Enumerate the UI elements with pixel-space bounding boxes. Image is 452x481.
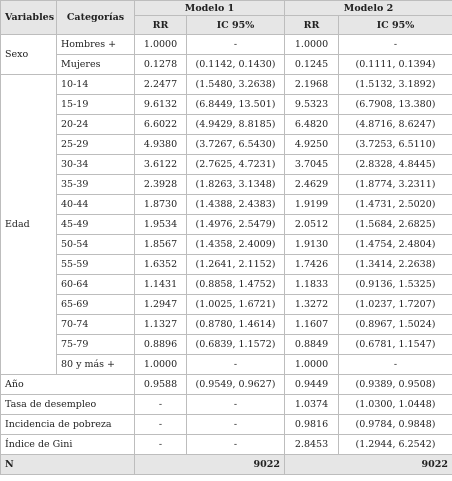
ic2-cell: (6.7908, 13.380) (339, 95, 452, 115)
rr1-cell: 1.8730 (135, 195, 187, 215)
variable-tasa-desempleo: Tasa de desempleo (1, 395, 135, 415)
variable-sexo: Sexo (1, 35, 57, 75)
rr2-cell: 1.0374 (285, 395, 339, 415)
rr2-cell: 1.9130 (285, 235, 339, 255)
table-row (1, 215, 452, 235)
ic2-cell: (0.1111, 0.1394) (339, 55, 452, 75)
rr2-cell: 0.9449 (285, 375, 339, 395)
table-row (1, 35, 452, 55)
table-row (1, 255, 452, 275)
ic1-cell: (1.4358, 2.4009) (187, 235, 285, 255)
ic2-cell: (1.5684, 2.6825) (339, 215, 452, 235)
rr1-cell: 1.9534 (135, 215, 187, 235)
ic2-cell: - (339, 355, 452, 375)
rr1-cell: 0.1278 (135, 55, 187, 75)
table-row (1, 275, 452, 295)
rr2-cell: 9.5323 (285, 95, 339, 115)
ic2-cell: (1.4754, 2.4804) (339, 235, 452, 255)
ic1-cell: (1.8263, 3.1348) (187, 175, 285, 195)
variable-edad: Edad (1, 75, 57, 375)
category-cell: 40-44 (57, 195, 135, 215)
ic2-cell: - (339, 35, 452, 55)
rr2-cell: 1.3272 (285, 295, 339, 315)
rr1-cell: 1.8567 (135, 235, 187, 255)
rr1-cell: 2.3928 (135, 175, 187, 195)
header-rr-2: RR (285, 16, 339, 35)
ic1-cell: (1.5480, 3.2638) (187, 75, 285, 95)
header-modelo-2: Modelo 2 (285, 1, 452, 16)
ic2-cell: (1.4731, 2.5020) (339, 195, 452, 215)
rr1-cell: 2.2477 (135, 75, 187, 95)
header-ic-1: IC 95% (187, 16, 285, 35)
ic2-cell: (0.9389, 0.9508) (339, 375, 452, 395)
category-cell: 60-64 (57, 275, 135, 295)
ic1-cell: (0.6839, 1.1572) (187, 335, 285, 355)
rr1-cell: - (135, 435, 187, 455)
n-modelo-1: 9022 (135, 455, 285, 475)
table-row (1, 315, 452, 335)
ic1-cell: (0.1142, 0.1430) (187, 55, 285, 75)
category-cell: 20-24 (57, 115, 135, 135)
rr2-cell: 1.7426 (285, 255, 339, 275)
table-row (1, 395, 452, 415)
rr1-cell: 1.1327 (135, 315, 187, 335)
header-ic-2: IC 95% (339, 16, 452, 35)
ic2-cell: (1.3414, 2.2638) (339, 255, 452, 275)
header-modelo-1: Modelo 1 (135, 1, 285, 16)
ic2-cell: (1.5132, 3.1892) (339, 75, 452, 95)
rr1-cell: 1.1431 (135, 275, 187, 295)
ic1-cell: - (187, 35, 285, 55)
ic1-cell: (0.8858, 1.4752) (187, 275, 285, 295)
category-cell: 50-54 (57, 235, 135, 255)
rr1-cell: 1.6352 (135, 255, 187, 275)
table-row (1, 195, 452, 215)
ic1-cell: (1.0025, 1.6721) (187, 295, 285, 315)
category-cell: Hombres + (57, 35, 135, 55)
category-cell: 15-19 (57, 95, 135, 115)
category-cell: 10-14 (57, 75, 135, 95)
n-label: N (1, 455, 135, 475)
n-row (1, 455, 452, 475)
ic1-cell: - (187, 395, 285, 415)
category-cell: 65-69 (57, 295, 135, 315)
n-modelo-2: 9022 (285, 455, 452, 475)
rr2-cell: 2.4629 (285, 175, 339, 195)
ic2-cell: (0.8967, 1.5024) (339, 315, 452, 335)
ic2-cell: (2.8328, 4.8445) (339, 155, 452, 175)
header-variables: Variables (1, 1, 57, 35)
header-categorias: Categorías (57, 1, 135, 35)
rr1-cell: 0.8896 (135, 335, 187, 355)
ic2-cell: (4.8716, 8.6247) (339, 115, 452, 135)
rr2-cell: 1.9199 (285, 195, 339, 215)
ic1-cell: (0.8780, 1.4614) (187, 315, 285, 335)
ic1-cell: (4.9429, 8.8185) (187, 115, 285, 135)
rr2-cell: 0.1245 (285, 55, 339, 75)
table-row (1, 355, 452, 375)
rr2-cell: 1.1607 (285, 315, 339, 335)
table-row (1, 415, 452, 435)
ic1-cell: (2.7625, 4.7231) (187, 155, 285, 175)
table-row (1, 95, 452, 115)
rr1-cell: 9.6132 (135, 95, 187, 115)
rr1-cell: 1.0000 (135, 355, 187, 375)
rr2-cell: 6.4820 (285, 115, 339, 135)
table-row (1, 295, 452, 315)
category-cell: 30-34 (57, 155, 135, 175)
variable-ano: Año (1, 375, 135, 395)
ic1-cell: (0.9549, 0.9627) (187, 375, 285, 395)
ic1-cell: - (187, 435, 285, 455)
rr2-cell: 2.0512 (285, 215, 339, 235)
rr1-cell: 4.9380 (135, 135, 187, 155)
ic1-cell: (1.2641, 2.1152) (187, 255, 285, 275)
ic1-cell: (1.4976, 2.5479) (187, 215, 285, 235)
variable-incidencia-pobreza: Incidencia de pobreza (1, 415, 135, 435)
category-cell: 70-74 (57, 315, 135, 335)
table-row (1, 175, 452, 195)
category-cell: 45-49 (57, 215, 135, 235)
ic2-cell: (0.6781, 1.1547) (339, 335, 452, 355)
ic2-cell: (0.9784, 0.9848) (339, 415, 452, 435)
rr2-cell: 1.0000 (285, 355, 339, 375)
ic1-cell: (3.7267, 6.5430) (187, 135, 285, 155)
rr1-cell: 6.6022 (135, 115, 187, 135)
rr2-cell: 2.8453 (285, 435, 339, 455)
table-row (1, 115, 452, 135)
ic1-cell: (1.4388, 2.4383) (187, 195, 285, 215)
category-cell: 55-59 (57, 255, 135, 275)
table-row (1, 435, 452, 455)
table-row (1, 335, 452, 355)
category-cell: Mujeres (57, 55, 135, 75)
ic2-cell: (1.2944, 6.2542) (339, 435, 452, 455)
ic1-cell: (6.8449, 13.501) (187, 95, 285, 115)
table-row (1, 55, 452, 75)
rr2-cell: 1.1833 (285, 275, 339, 295)
ic1-cell: - (187, 415, 285, 435)
ic2-cell: (0.9136, 1.5325) (339, 275, 452, 295)
header-row-1 (1, 1, 452, 16)
rr2-cell: 0.8849 (285, 335, 339, 355)
ic2-cell: (1.8774, 3.2311) (339, 175, 452, 195)
ic1-cell: - (187, 355, 285, 375)
table-row (1, 75, 452, 95)
variable-indice-gini: Índice de Gini (1, 435, 135, 455)
rr1-cell: 0.9588 (135, 375, 187, 395)
category-cell: 80 y más + (57, 355, 135, 375)
table-row (1, 235, 452, 255)
header-rr-1: RR (135, 16, 187, 35)
category-cell: 25-29 (57, 135, 135, 155)
table-row (1, 375, 452, 395)
rr1-cell: 3.6122 (135, 155, 187, 175)
rr2-cell: 4.9250 (285, 135, 339, 155)
rr2-cell: 1.0000 (285, 35, 339, 55)
rr2-cell: 0.9816 (285, 415, 339, 435)
category-cell: 75-79 (57, 335, 135, 355)
rr2-cell: 2.1968 (285, 75, 339, 95)
rr1-cell: - (135, 415, 187, 435)
rr1-cell: 1.0000 (135, 35, 187, 55)
table-row (1, 135, 452, 155)
rr1-cell: - (135, 395, 187, 415)
ic2-cell: (1.0237, 1.7207) (339, 295, 452, 315)
ic2-cell: (3.7253, 6.5110) (339, 135, 452, 155)
category-cell: 35-39 (57, 175, 135, 195)
rr1-cell: 1.2947 (135, 295, 187, 315)
ic2-cell: (1.0300, 1.0448) (339, 395, 452, 415)
rr2-cell: 3.7045 (285, 155, 339, 175)
table-row (1, 155, 452, 175)
